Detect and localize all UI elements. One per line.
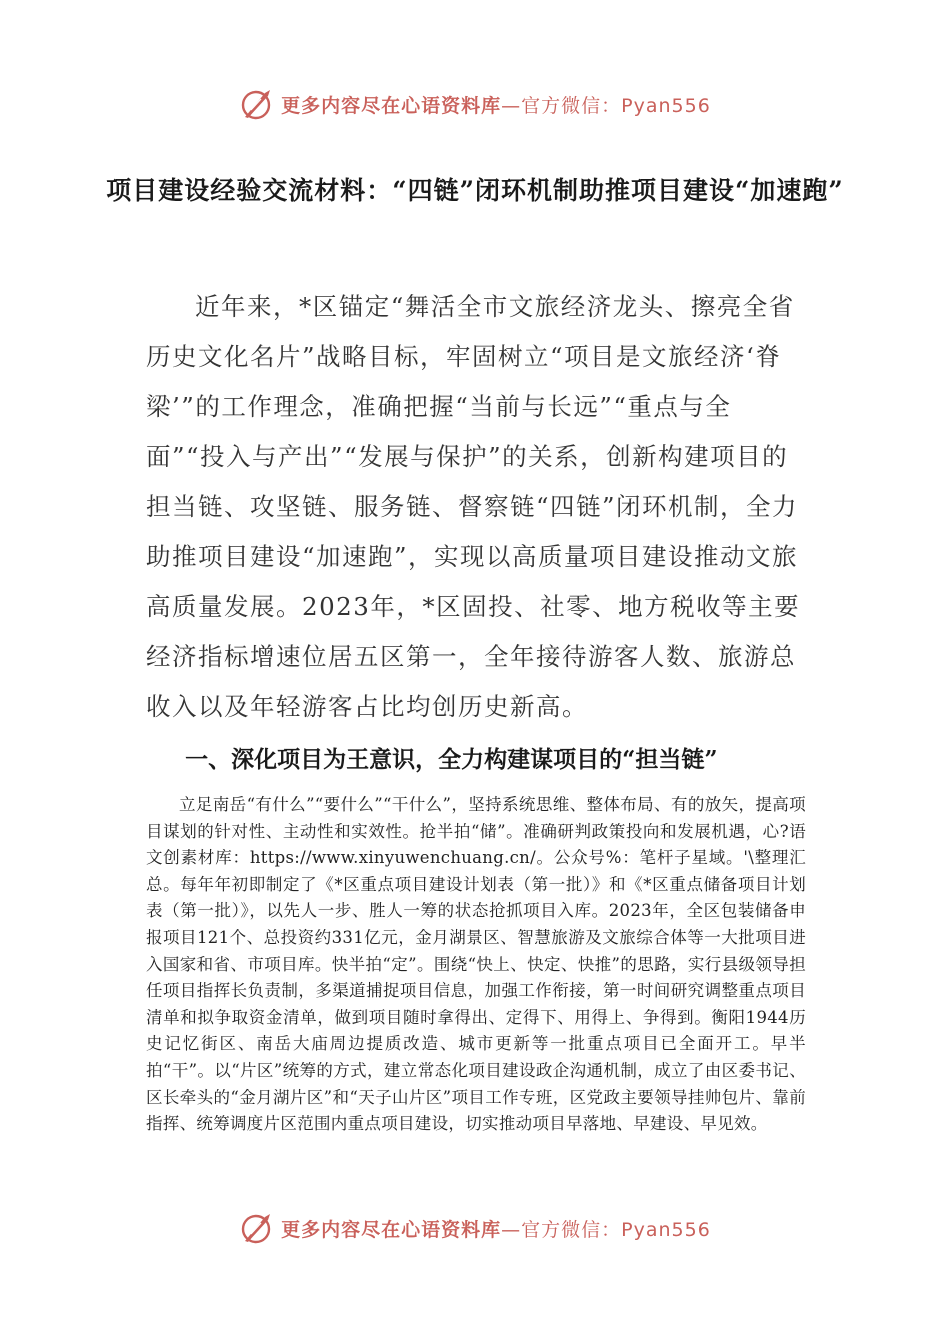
watermark-prefix: 更多内容尽在心语资料库 bbox=[281, 94, 502, 117]
section-body-1: 立足南岳“有什么”“要什么”“干什么”，坚持系统思维、整体布局、有的放矢，提高项目谋划的针对性、主动性和实效性。抢半拍“储”。准确研判政策投向和发展机遇，心?语文创素材库：https://www.xinyuwenchuang.cn/。公众号%：笔杆子星域。'\整理汇总。每年年初即制定了《*区重点项目建设计划表（第一批）》和《*区重点储备项目计划表（第一批）》，以先人一步、胜人一筹的状态抢抓项目入库。2023年，全区包装储备申报项目121个、总投资约331亿元，金月湖景区、智慧旅游及文旅综合体等一大批项目进入国家和省、市项目库。快半拍“定”。围绕“快上、快定、快推”的思路，实行县级领导担任项目指挥长负责制，多渠道捕捉项目信息，加强工作衔接，第一时间研究调整重点项目清单和拟争取资金清单，做到项目随时拿得出、定得下、用得上、争得到。衡阳1944历史记忆街区、南岳大庙周边提质改造、城市更新等一批重点项目已全面开工。早半拍“干”。以“片区”统筹的方式，建立常态化项目建设政企沟通机制，成立了由区委书记、区长牵头的“金月湖片区”和“天子山片区”项目工作专班，区党政主要领导挂帅包片、靠前指挥、统筹调度片区范围内重点项目建设，切实推动项目早落地、早建设、早见效。 bbox=[146, 795, 806, 1134]
section-heading-1: 一、深化项目为王意识，全力构建谋项目的“担当链” bbox=[185, 746, 718, 773]
document-title: 项目建设经验交流材料：“四链”闭环机制助推项目建设“加速跑” bbox=[106, 176, 844, 205]
watermark-banner-bottom bbox=[0, 1208, 950, 1248]
watermark-suffix: —官方微信：Pyan556 bbox=[501, 94, 711, 117]
quill-pen-circle-icon bbox=[239, 1210, 275, 1246]
quill-pen-circle-icon bbox=[239, 86, 275, 122]
watermark-banner-top bbox=[0, 84, 950, 124]
watermark-suffix: —官方微信：Pyan556 bbox=[501, 1218, 711, 1241]
watermark-prefix: 更多内容尽在心语资料库 bbox=[281, 1218, 502, 1241]
watermark-text bbox=[281, 91, 711, 118]
intro-paragraph: 近年来，*区锚定“舞活全市文旅经济龙头、擦亮全省历史文化名片”战略目标，牢固树立“项目是文旅经济‘脊梁’”的工作理念，准确把握“当前与长远”“重点与全面”“投入与产出”“发展与保护”的关系，创新构建项目的担当链、攻坚链、服务链、督察链“四链”闭环机制，全力助推项目建设“加速跑”，实现以高质量项目建设推动文旅高质量发展。2023年，*区固投、社零、地方税收等主要经济指标增速位居五区第一，全年接待游客人数、旅游总收入以及年轻游客占比均创历史新高。 bbox=[146, 292, 801, 721]
watermark-text bbox=[281, 1215, 711, 1242]
